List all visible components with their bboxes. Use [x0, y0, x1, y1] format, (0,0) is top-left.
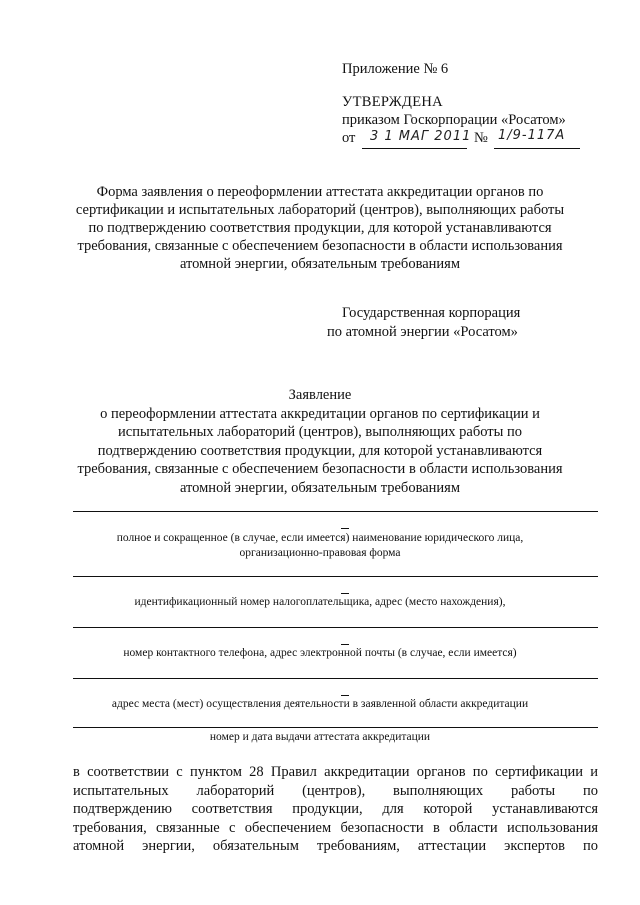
- body-line: атомной энергии, обязательным требованиям, аттестации экспертов по: [73, 838, 598, 854]
- caption-dash: [341, 593, 349, 594]
- date-underline: [362, 148, 467, 149]
- body-line: требования, связанные с обеспечением безопасности в области использования: [73, 819, 598, 836]
- form-title: [60, 183, 580, 273]
- number-underline: [494, 148, 580, 149]
- legal-name-fill-line[interactable]: [73, 511, 598, 512]
- inn-address-fill-line[interactable]: [73, 576, 598, 577]
- application-heading: Заявление: [288, 387, 352, 403]
- caption-dash: [341, 695, 349, 696]
- body-line: в соответствии с пунктом 28 Правил аккредитации органов по сертификации и: [73, 764, 598, 780]
- activity-address-caption: адрес места (мест) осуществления деятельности в заявленной области аккредитации: [111, 698, 529, 710]
- certificate-fill-line[interactable]: [73, 727, 598, 728]
- phone-email-caption: номер контактного телефона, адрес электронной почты (в случае, если имеется): [123, 647, 517, 659]
- caption-dash: [341, 528, 349, 529]
- application-line: испытательных лабораторий (центров), выполняющих работы по: [118, 424, 522, 440]
- number-prefix: №: [474, 130, 488, 146]
- addressee-line: по атомной энергии «Росатом»: [327, 324, 518, 340]
- form-title-line: сертификации и испытательных лабораторий (центров), выполняющих работы: [75, 202, 565, 218]
- addressee-line: Государственная корпорация: [342, 305, 521, 321]
- activity-address-fill-line[interactable]: [73, 678, 598, 679]
- application-line: подтверждению соответствия продукции, для которой устанавливаются: [97, 442, 543, 459]
- body-line: подтверждению соответствия продукции, для которой устанавливаются: [73, 801, 598, 817]
- body-paragraph: [73, 763, 598, 856]
- caption-dash: [341, 644, 349, 645]
- handwritten-date: 3 1 МАГ 2011: [370, 129, 472, 144]
- form-title-line: по подтверждению соответствия продукции, для которой устанавливаются: [88, 220, 552, 236]
- application-line: атомной энергии, обязательным требованиям: [179, 479, 461, 496]
- appendix-label: Приложение № 6: [342, 61, 449, 77]
- form-title-line: требования, связанные с обеспечением безопасности в области использования: [77, 238, 563, 254]
- legal-name-caption: [60, 531, 580, 561]
- application-line: требования, связанные с обеспечением безопасности в области использования: [77, 461, 563, 477]
- body-line: испытательных лабораторий (центров), выполняющих работы по: [73, 782, 598, 799]
- legal-name-caption-line1: полное и сокращенное (в случае, если имеется) наименование юридического лица,: [116, 532, 524, 544]
- certificate-caption: номер и дата выдачи аттестата аккредитации: [209, 731, 431, 743]
- application-block: [60, 386, 580, 497]
- application-line: о переоформлении аттестата аккредитации органов по сертификации и: [100, 405, 540, 422]
- form-title-line: Форма заявления о переоформлении аттестата аккредитации органов по: [96, 184, 544, 200]
- date-prefix: от: [342, 130, 356, 146]
- form-title-line: атомной энергии, обязательным требованиям: [179, 256, 461, 272]
- inn-address-caption: идентификационный номер налогоплательщика, адрес (место нахождения),: [134, 596, 506, 608]
- phone-email-fill-line[interactable]: [73, 627, 598, 628]
- handwritten-number: 1/9-117А: [498, 128, 566, 143]
- order-text: приказом Госкорпорации «Росатом»: [342, 112, 566, 128]
- approved-label: УТВЕРЖДЕНА: [342, 94, 443, 110]
- legal-name-caption-line2: организационно-правовая форма: [239, 547, 401, 559]
